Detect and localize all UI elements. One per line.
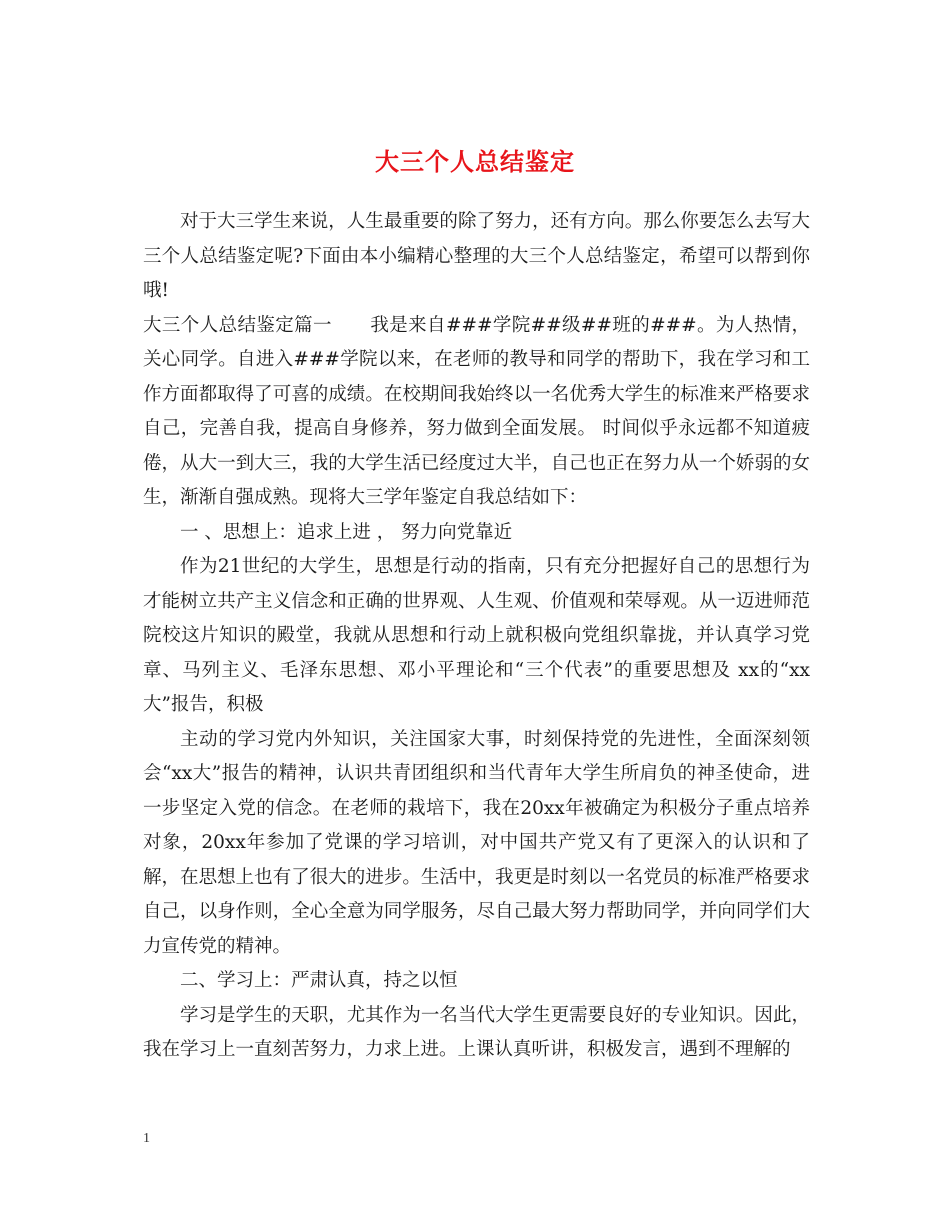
article-text: 我是来自###学院##级##班的###。为人热情，关心同学。自进入###学院以来，在老师的教导和同学的帮助下，我在学习和工作方面都取得了可喜的成绩。在校期间我始终以一名优秀大学生的标准来严格要求自己，完善自我，提高自身修养，努力做到全面发展。 时间似乎永远都不知道疲倦，从大一到大三，我的大学生活已经度过大半，自己也正在努力从一个娇弱的女生，渐渐自强成熟。现将大三学年鉴定自我总结如下： — [143, 314, 810, 508]
heading-ideology: 一 、思想上：追求上进 ， 努力向党靠近 — [180, 521, 513, 543]
ideology-paragraph-2: 主动的学习党内外知识，关注国家大事，时刻保持党的先进性，全面深刻领会“xx大”报告的精神，认识共青团组织和当代青年大学生所肩负的神圣使命，进一步坚定入党的信念。在老师的栽培下，我在20xx年被确定为积极分子重点培养对象，20xx年参加了党课的学习培训，对中国共产党又有了更深入的认识和了解，在思想上也有了很大的进步。生活中，我更是时刻以一名党员的标准严格要求自己，以身作则，全心全意为同学服务，尽自己最大努力帮助同学，并向同学们大力宣传党的精神。 — [143, 728, 810, 957]
ideology-paragraph-1: 作为21世纪的大学生，思想是行动的指南，只有充分把握好自己的思想行为才能树立共产主义信念和正确的世界观、人生观、价值观和荣辱观。从一迈进师范院校这片知识的殿堂，我就从思想和行动上就积极向党组织靠拢，并认真学习党章、马列主义、毛泽东思想、邓小平理论和“三个代表”的重要思想及 xx的“xx大”报告，积极 — [143, 556, 810, 715]
page-number: 1 — [143, 1131, 150, 1146]
intro-paragraph: 对于大三学生来说，人生最重要的除了努力，还有方向。那么你要怎么去写大三个人总结鉴定呢?下面由本小编精心整理的大三个人总结鉴定，希望可以帮到你哦! — [143, 211, 810, 301]
document-body — [143, 205, 810, 1068]
section-one-paragraph — [143, 309, 810, 516]
article-heading: 大三个人总结鉴定篇一 — [143, 314, 332, 336]
study-paragraph: 学习是学生的天职，尤其作为一名当代大学生更需要良好的专业知识。因此，我在学习上一直刻苦努力，力求上进。上课认真听讲，积极发言，遇到不理解的 — [143, 1004, 810, 1060]
heading-study: 二、学习上：严肃认真，持之以恒 — [180, 970, 458, 991]
document-title: 大三个人总结鉴定 — [375, 148, 575, 177]
